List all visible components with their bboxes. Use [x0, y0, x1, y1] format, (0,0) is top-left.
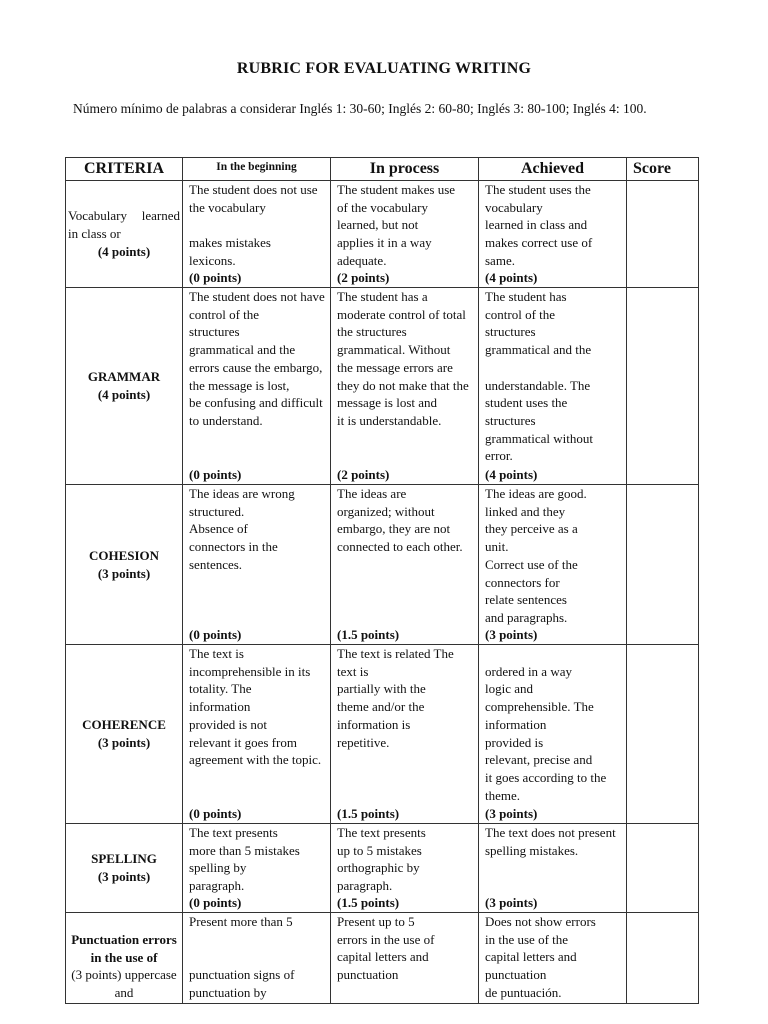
level-beginning [183, 485, 331, 645]
criterion-cell [66, 645, 183, 824]
level-text: Present up to 5 errors in the use of capital letters and punctuation [337, 914, 435, 983]
level-achieved [479, 645, 627, 824]
level-achieved [479, 181, 627, 288]
criterion-cell [66, 913, 183, 1004]
level-points: (1.5 points) [337, 627, 400, 643]
table-row [66, 913, 699, 1004]
level-achieved [479, 288, 627, 485]
criterion-cell [66, 181, 183, 288]
level-text: The ideas are wrong structured. Absence of connectors in the sentences. [189, 486, 295, 572]
table-row [66, 288, 699, 485]
level-process [331, 645, 479, 824]
level-text: The student uses the vocabulary learned in class and makes correct use of same. [485, 182, 593, 268]
document-title: RUBRIC FOR EVALUATING WRITING [236, 60, 532, 77]
level-text: Present more than 5 punctuation signs of punctuation by [189, 914, 295, 1000]
level-text: The student has a moderate control of total the structures grammatical. Without the message errors are they do not make that the message is lost and it is understandable. [337, 289, 469, 428]
criterion-cell [66, 824, 183, 913]
level-text: The ideas are good. linked and they they perceive as a unit. Correct use of the connectors for relate sentences and paragraphs. [485, 486, 587, 625]
level-points: (3 points) [485, 806, 538, 822]
criterion-cell [66, 288, 183, 485]
level-process [331, 824, 479, 913]
level-text: The student does not have control of the structures grammatical and the errors cause the embargo, the message is lost, be confusing and difficult to understand. [189, 289, 325, 428]
level-text: The text presents more than 5 mistakes spelling by paragraph. [189, 825, 300, 894]
level-points: (4 points) [485, 270, 538, 286]
score-cell[interactable] [627, 824, 699, 913]
level-beginning [183, 913, 331, 1004]
level-beginning [183, 181, 331, 288]
level-text: The student does not use the vocabulary makes mistakes lexicons. [189, 182, 318, 268]
level-achieved [479, 913, 627, 1004]
rubric-table [65, 157, 699, 1004]
header-process: In process [331, 158, 479, 181]
header-score: Score [627, 158, 699, 181]
table-row [66, 824, 699, 913]
level-text: The student makes use of the vocabulary learned, but not applies it in a way adequate. [337, 182, 456, 268]
level-process [331, 485, 479, 645]
level-text: The text is incomprehensible in its totality. The information provided is not relevant it goes from agreement with the topic. [189, 646, 322, 768]
criterion-name: COHERENCE [82, 717, 166, 733]
level-text: The student has control of the structures grammatical and the understandable. The student uses the structures grammatical without error. [485, 289, 593, 464]
level-text: The ideas are organized; without embargo, they are not connected to each other. [337, 486, 463, 555]
criterion-cell [66, 485, 183, 645]
header-criteria: CRITERIA [66, 158, 183, 181]
level-achieved [479, 824, 627, 913]
score-cell[interactable] [627, 645, 699, 824]
criterion-name: COHESION [88, 547, 160, 563]
table-row [66, 485, 699, 645]
criterion-name: SPELLING [91, 851, 157, 867]
level-text: The text is related The text is partially with the theme and/or the information is repetitive. [337, 646, 454, 750]
criterion-name: GRAMMAR [87, 369, 161, 385]
level-achieved [479, 485, 627, 645]
level-points: (2 points) [337, 270, 390, 286]
level-text: ordered in a way logic and comprehensible. The information provided is relevant, precise and it goes according to the theme. [485, 663, 607, 803]
criterion-name: Punctuation errors in the use of [71, 932, 177, 965]
level-points: (1.5 points) [337, 895, 400, 911]
level-process [331, 181, 479, 288]
table-row [66, 645, 699, 824]
level-points: (0 points) [189, 806, 242, 822]
level-process [331, 913, 479, 1004]
criterion-points: (3 points) uppercase and [71, 967, 177, 1001]
criterion-points: (4 points) [97, 243, 151, 259]
level-points: (0 points) [189, 895, 242, 911]
level-text: The text does not present spelling mistakes. [485, 825, 616, 858]
header-achieved: Achieved [479, 158, 627, 181]
level-points: (4 points) [485, 467, 538, 483]
level-points: (0 points) [189, 270, 242, 286]
criterion-points: (3 points) [97, 869, 151, 884]
score-cell[interactable] [627, 913, 699, 1004]
table-row [66, 181, 699, 288]
level-points: (2 points) [337, 467, 390, 483]
score-cell[interactable] [627, 288, 699, 485]
level-points: (0 points) [189, 627, 242, 643]
level-points: (1.5 points) [337, 806, 400, 822]
score-cell[interactable] [627, 181, 699, 288]
criterion-points: (3 points) [97, 565, 151, 581]
level-text: The text presents up to 5 mistakes orthographic by paragraph. [337, 825, 426, 894]
level-beginning [183, 824, 331, 913]
score-cell[interactable] [627, 485, 699, 645]
header-row [66, 158, 699, 181]
level-points: (3 points) [485, 627, 538, 643]
header-beginning: In the beginning [183, 158, 331, 181]
level-beginning [183, 288, 331, 485]
level-text: Does not show errors in the use of the capital letters and punctuation de puntuación. [485, 914, 596, 1000]
level-beginning [183, 645, 331, 824]
criterion-points: (3 points) [97, 735, 151, 750]
level-process [331, 288, 479, 485]
word-count-note: Número mínimo de palabras a considerar Inglés 1: 30-60; Inglés 2: 60-80; Inglés 3: 80-100; Inglés 4: 100. [73, 101, 647, 116]
level-points: (0 points) [189, 467, 242, 483]
criterion-name: Vocabulary learned in class or [68, 208, 180, 242]
level-points: (3 points) [485, 895, 538, 911]
criterion-points: (4 points) [97, 387, 151, 402]
